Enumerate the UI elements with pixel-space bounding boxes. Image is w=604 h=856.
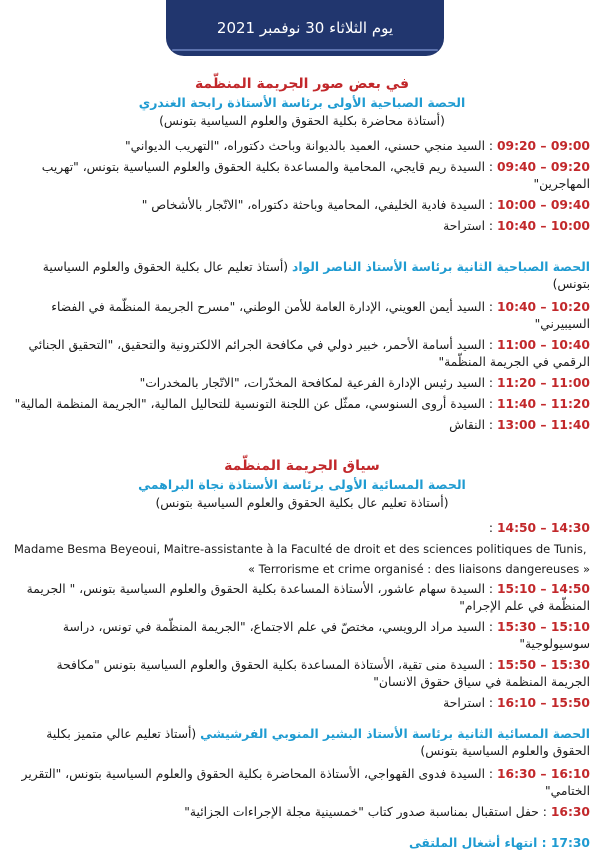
item-text: : <box>488 521 497 535</box>
item-text: : استراحة <box>443 219 497 233</box>
item-text: : السيدة سهام عاشور، الأستاذة المساعدة بكلية الحقوق والعلوم السياسية بتونس، " الجريمة المنظّمة في علم الإجرام" <box>26 582 590 613</box>
session-heading-morning-2 <box>14 259 590 293</box>
program-item <box>14 375 590 392</box>
item-time: 15:10 – 15:30 <box>496 620 590 634</box>
program-item <box>14 218 590 235</box>
item-text: : السيدة فادية الخليفي، المحامية وباحثة دكتوراه، "الاتّجار بالأشخاص " <box>141 198 497 212</box>
item-text: : النقاش <box>449 418 497 432</box>
item-time: 16:30 <box>550 805 590 819</box>
program-content <box>14 74 590 856</box>
item-text: : حفل استقبال بمناسبة صدور كتاب "خمسينية مجلة الإجراءات الجزائية" <box>184 805 551 819</box>
program-item <box>14 520 590 537</box>
program-item <box>14 396 590 413</box>
french-talk-title: « Terrorisme et crime organisé : des liaisons dangereuses » <box>247 562 590 576</box>
french-speaker-line: Madame Besma Beyeoui, Maitre-assistante à la Faculté de droit et des sciences politiques de Tunis, <box>14 542 587 556</box>
program-item <box>14 417 590 434</box>
program-item <box>14 804 590 821</box>
item-time: 09:20 – 09:40 <box>496 160 590 174</box>
session-subtitle-morning-1: (أستاذة محاضرة بكلية الحقوق والعلوم السياسية بتونس) <box>159 114 445 128</box>
item-time: 11:40 – 13:00 <box>496 418 590 432</box>
session-heading-afternoon-2 <box>14 726 590 760</box>
item-time: 10:40 – 11:00 <box>496 338 590 352</box>
item-time: 15:50 – 16:10 <box>496 696 590 710</box>
item-text: : استراحة <box>443 696 497 710</box>
session-title-morning-2: الحصة الصباحية الثانية برئاسة الأستاذ الناصر الواد <box>292 260 590 274</box>
item-text: : السيد أسامة الأحمر، خبير دولي في مكافحة الجرائم الالكترونية والتحقيق، "التحقيق الجنائي الرقمي في الجريمة المنظّمة" <box>28 338 590 369</box>
item-time: 10:00 – 10:40 <box>496 219 590 233</box>
program-item <box>14 581 590 615</box>
item-text: : السيد مراد الرويسي، مختصّ في علم الاجتماع، "الجريمة المنظّمة في تونس، دراسة سوسيولوجية" <box>62 620 590 651</box>
item-time: 09:40 – 10:00 <box>496 198 590 212</box>
item-time: 14:30 – 14:50 <box>496 521 590 535</box>
item-text: : السيدة منى تقية، الأستاذة المساعدة بكلية الحقوق والعلوم السياسية بتونس "مكافحة الجريمة المنظمة في سياق حقوق الانسان" <box>56 658 590 689</box>
section-title-forms: في بعض صور الجريمة المنظّمة <box>194 76 410 92</box>
closing-text: : انتهاء أشغال الملتقى <box>408 836 551 850</box>
item-time: 14:50 – 15:10 <box>496 582 590 596</box>
program-item <box>14 299 590 333</box>
program-item <box>14 159 590 193</box>
item-text: : السيد رئيس الإدارة الفرعية لمكافحة المخدّرات، "الاتّجار بالمخدرات" <box>139 376 497 390</box>
item-time: 11:00 – 11:20 <box>496 376 590 390</box>
item-text: : السيدة فدوى القهواجي، الأستاذة المحاضرة بكلية الحقوق والعلوم السياسية بتونس، "التقرير الختامي" <box>21 767 590 798</box>
section-title-context: سياق الجريمة المنظّمة <box>224 458 380 474</box>
item-text: : السيد منجي حسني، العميد بالديوانة وباحث دكتوراه، "التهريب الديواني" <box>124 139 497 153</box>
header-date: يوم الثلاثاء 30 نوفمبر 2021 <box>216 19 394 37</box>
program-item <box>14 197 590 214</box>
session-title-morning-1: الحصة الصباحية الأولى برئاسة الأستاذة رابحة الغندري <box>138 95 466 110</box>
program-item <box>14 766 590 800</box>
closing-time: 17:30 <box>550 836 590 850</box>
closing-item <box>14 835 590 852</box>
item-time: 15:30 – 15:50 <box>496 658 590 672</box>
session-subtitle-morning-2: (أستاذ تعليم عال بكلية الحقوق والعلوم السياسية بتونس) <box>42 260 590 291</box>
program-item <box>14 138 590 155</box>
item-text: : السيدة ريم قايجي، المحامية والمساعدة بكلية الحقوق والعلوم السياسية بتونس، "تهريب المهاجرين" <box>41 160 590 191</box>
session-title-afternoon-2: الحصة المسائية الثانية برئاسة الأستاذ البشير المنوبي الفرشيشي <box>200 727 590 741</box>
item-time: 16:10 – 16:30 <box>496 767 590 781</box>
session-title-afternoon-1: الحصة المسائية الأولى برئاسة الأستاذة نجاة البراهمي <box>138 477 466 492</box>
session-subtitle-afternoon-1: (أستاذة تعليم عال بكلية الحقوق والعلوم السياسية بتونس) <box>155 496 449 510</box>
item-time: 11:20 – 11:40 <box>496 397 590 411</box>
program-item <box>14 695 590 712</box>
program-item <box>14 337 590 371</box>
item-text: : السيدة أروى السنوسي، ممثّل عن اللجنة التونسية للتحاليل المالية، "الجريمة المنظمة المالية" <box>14 397 497 411</box>
item-time: 10:20 – 10:40 <box>496 300 590 314</box>
program-item <box>14 619 590 653</box>
program-item <box>14 657 590 691</box>
session-subtitle-afternoon-2: (أستاذ تعليم عالي متميز بكلية الحقوق والعلوم السياسية بتونس) <box>46 727 590 758</box>
header-band <box>166 0 444 56</box>
item-text: : السيد أيمن العويني، الإدارة العامة للأمن الوطني، "مسرح الجريمة المنظّمة في الفضاء السيبيرني" <box>51 300 590 331</box>
item-time: 09:00 – 09:20 <box>496 139 590 153</box>
